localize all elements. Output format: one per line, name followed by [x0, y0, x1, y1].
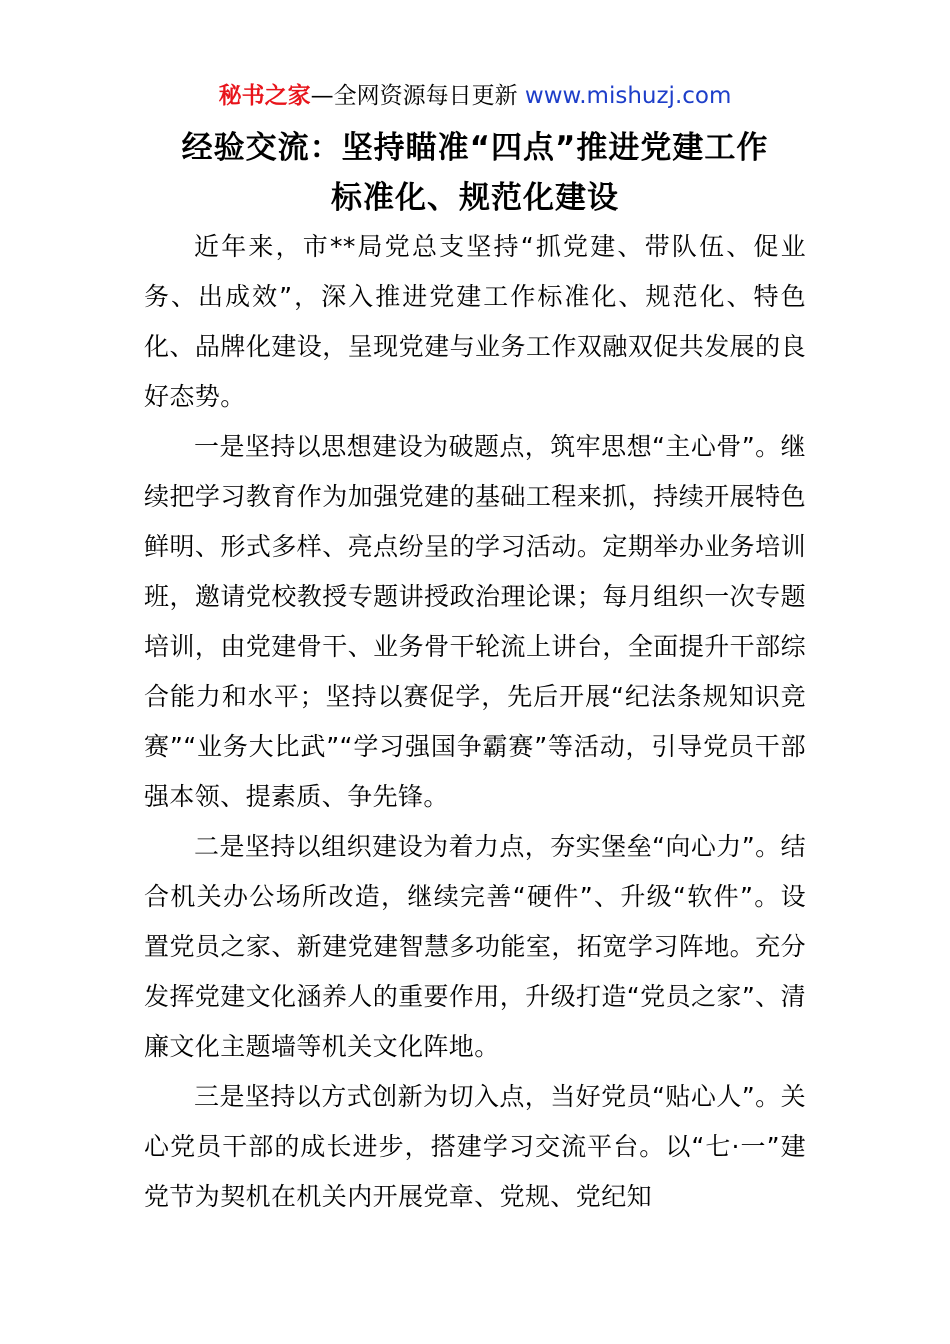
paragraph-point-3: 三是坚持以方式创新为切入点，当好党员“贴心人”。关心党员干部的成长进步，搭建学习交流平台。以“七·一”建党节为契机在机关内开展党章、党规、党纪知 — [144, 1082, 806, 1211]
header-tagline: —全网资源每日更新 — [310, 83, 525, 109]
document-body — [144, 222, 806, 1222]
paragraph-intro: 近年来，市**局党总支坚持“抓党建、带队伍、促业务、出成效”，深入推进党建工作标准化、规范化、特色化、品牌化建设，呈现党建与业务工作双融双促共发展的良好态势。 — [144, 232, 806, 411]
site-url[interactable]: www.mishuzj.com — [524, 83, 732, 109]
document-title-line-2: 标准化、规范化建设 — [331, 180, 619, 216]
paragraph-point-1: 一是坚持以思想建设为破题点，筑牢思想“主心骨”。继续把学习教育作为加强党建的基础工程来抓，持续开展特色鲜明、形式多样、亮点纷呈的学习活动。定期举办业务培训班，邀请党校教授专题讲授政治理论课；每月组织一次专题培训，由党建骨干、业务骨干轮流上讲台，全面提升干部综合能力和水平；坚持以赛促学，先后开展“纪法条规知识竞赛”“业务大比武”“学习强国争霸赛”等活动，引导党员干部强本领、提素质、争先锋。 — [144, 432, 806, 811]
document-title-line-1: 经验交流：坚持瞄准“四点”推进党建工作 — [181, 130, 769, 166]
site-header — [0, 80, 950, 112]
brand-name: 秘书之家 — [218, 83, 311, 109]
paragraph-point-2: 二是坚持以组织建设为着力点，夯实堡垒“向心力”。结合机关办公场所改造，继续完善“硬件”、升级“软件”。设置党员之家、新建党建智慧多功能室，拓宽学习阵地。充分发挥党建文化涵养人的重要作用，升级打造“党员之家”、清廉文化主题墙等机关文化阵地。 — [144, 832, 806, 1061]
